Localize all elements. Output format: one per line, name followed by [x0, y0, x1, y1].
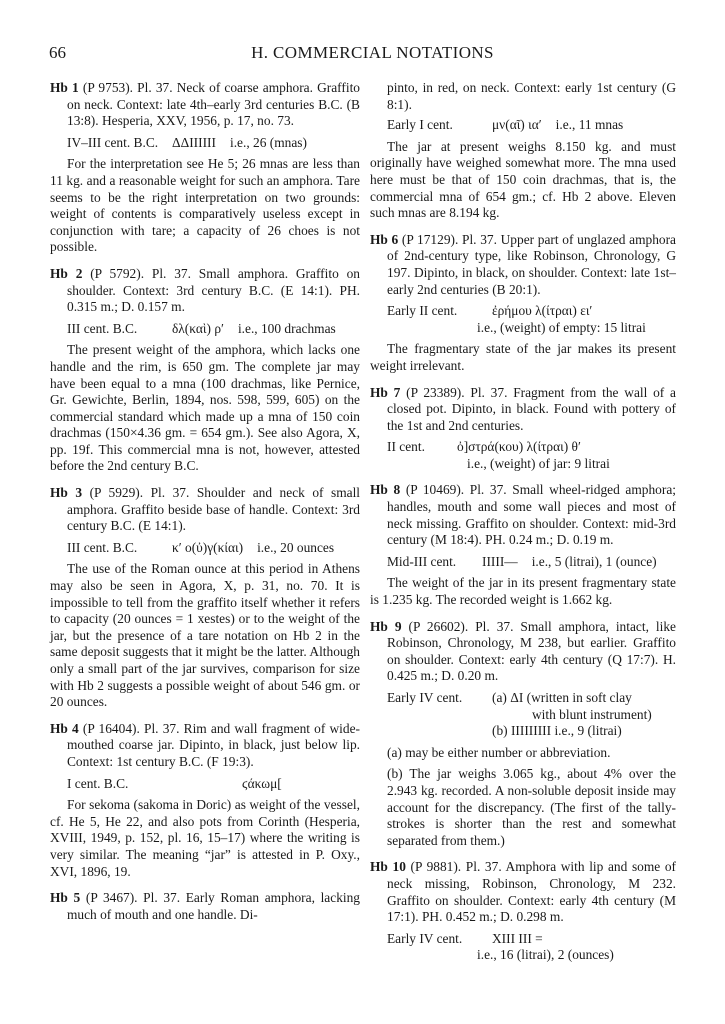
inscription-text: ΙΙΙΙΙ—: [482, 553, 518, 569]
entry-description: (P 16404). Pl. 37. Rim and wall fragment of wide-mouthed coarse jar. Dipinto, in black, just below lip. Context: 1st century B.C. (F 19:3).: [67, 720, 360, 769]
commentary: The use of the Roman ounce at this period in Athens may also be seen in Agora, X, p. 31, no. 70. It is impossible to tell from the graffito itself whether it refers to capacity (20 ounces = 1 xestes) or to the weight of the jar, but the presence of a tare notation on Hb 2 in the same deposit suggests that it might be the latter. Although only a small part of the jar survives, comparison for size with Hb 2 suggests a possible weight of about 546 gm. or 20 ounces.: [50, 561, 360, 710]
page-header: [0, 43, 725, 69]
inscription-block: [370, 690, 676, 740]
inscription-text: δλ(καὶ) ρ′: [172, 320, 224, 336]
entry-hb2: [50, 266, 360, 475]
commentary: For the interpretation see He 5; 26 mnas are less than 11 kg. and a reasonable weight for such an amphora. Tare seems to be the right interpretation on two grounds: weight of contents is comparatively useless except in conjunction with tare; a capacity of 26 choes is not possible.: [50, 156, 360, 255]
commentary: The jar at present weighs 8.150 kg. and must originally have weighed somewhat more. The mna used here must be that of 150 coin drachmas, that is, the commercial mna of 654 gm.; cf. Hb 2 above. Eleven such mnas are 8.194 kg.: [370, 138, 676, 221]
entry-heading: [370, 232, 676, 298]
entry-hb3: [50, 485, 360, 711]
inscription-line: [370, 117, 676, 134]
running-title: H. COMMERCIAL NOTATIONS: [251, 43, 494, 62]
inscription-date: Early IV cent.: [387, 930, 463, 946]
commentary: For sekoma (sakoma in Doric) as weight of the vessel, cf. He 5, He 22, and also pots from Corinth (Hesperia, XVIII, 1949, p. 152, pl. 16, 15–17) where the writing is very similar. The meaning “jar” is attested in P. Oxy., XVI, 1896, 19.: [50, 797, 360, 879]
inscription-line-a: (a) ΔΙ (written in soft clay: [492, 690, 632, 705]
entry-heading: [370, 859, 676, 925]
inscription-line-a-cont: with blunt instrument): [532, 706, 652, 722]
inscription-line: [50, 776, 360, 793]
entry-description: (P 3467). Pl. 37. Early Roman amphora, lacking much of mouth and one handle. Di-: [67, 890, 360, 922]
entry-hb5: [50, 890, 360, 923]
inscription-date: II cent.: [387, 439, 425, 455]
inscription-date: IV–III cent. B.C.: [67, 134, 159, 150]
entry-id: Hb 4: [50, 720, 79, 736]
entry-heading: [50, 485, 360, 535]
inscription-line: [370, 554, 676, 571]
entry-heading: [50, 721, 360, 771]
inscription-date: Early I cent.: [387, 117, 453, 133]
entry-description: (P 9881). Pl. 37. Amphora with lip and some of neck missing, Robinson, Chronology, M 232. Graffito on shoulder. Context: early 4th century (M 17:1). PH. 0.452 m.; D. 0.298 m.: [387, 859, 676, 925]
inscription-date: I cent. B.C.: [67, 775, 129, 791]
entry-description: (P 26602). Pl. 37. Small amphora, intact, like Robinson, Chronology, M 238, but earlier. Graffito on shoulder. Context: early 4th century (Q 17:7). H. 0.425 m.; D. 0.20 m.: [387, 618, 676, 684]
inscription-reading: i.e., 100 drachmas: [237, 320, 336, 336]
inscription-text: ϛάκωμ[: [242, 775, 282, 791]
entry-hb7: [370, 385, 676, 473]
entry-hb4: [50, 721, 360, 880]
entry-description: (P 23389). Pl. 37. Fragment from the wall of a closed pot. Dipinto, in black. Found with pottery of the 1st and 2nd centuries.: [387, 384, 676, 433]
commentary-b: (b) The jar weighs 3.065 kg., about 4% over the 2.943 kg. recorded. A non-soluble deposit inside may account for the discrepancy. (The first of the tally-strokes is shorter than the rest and somewhat separated from them.): [387, 766, 676, 848]
entry-hb8: [370, 482, 676, 608]
entry-description: (P 10469). Pl. 37. Small wheel-ridged amphora; handles, mouth and some wall pieces and most of neck missing. Graffito on shoulder. Context: mid-3rd century (M 18:4). PH. 0.24 m.; D. 0.19 m.: [387, 482, 676, 548]
inscription-date: Early II cent.: [387, 303, 458, 319]
inscription-line: [50, 540, 360, 557]
entry-heading: [370, 385, 676, 435]
entry-hb9: [370, 619, 676, 850]
inscription-date: Mid-III cent.: [387, 553, 457, 569]
inscription-date: III cent. B.C.: [67, 320, 138, 336]
entry-hb5-inscription: [370, 117, 676, 222]
entry-heading: [50, 890, 360, 923]
entry-hb1: [50, 80, 360, 256]
entry-id: Hb 1: [50, 80, 79, 95]
entry-id: Hb 6: [370, 231, 399, 247]
inscription-text: κ′ ο(ὐ)γ(κίαι): [172, 539, 244, 555]
commentary-a: (a) may be either number or abbreviation.: [387, 744, 611, 760]
inscription-block: [370, 303, 676, 336]
commentary: The weight of the jar in its present fragmentary state is 1.235 kg. The recorded weight is 1.662 kg.: [370, 575, 676, 608]
inscription-block: [370, 931, 676, 964]
entry-hb6: [370, 232, 676, 375]
inscription-text: ΧΙΙΙ ΙΙΙ =: [492, 930, 543, 946]
entry-heading: [370, 619, 676, 685]
inscription-reading: i.e., (weight) of empty: 15 litrai: [477, 319, 646, 335]
entry-id: Hb 2: [50, 265, 83, 281]
entry-heading: [370, 482, 676, 548]
entry-description: (P 5929). Pl. 37. Shoulder and neck of small amphora. Graffito beside base of handle. Context: 3rd century B.C. (E 14:1).: [67, 485, 361, 534]
entry-id: Hb 7: [370, 384, 401, 400]
inscription-text: μν(αῖ) ια′: [492, 117, 542, 133]
entry-description: (P 17129). Pl. 37. Upper part of unglazed amphora of 2nd-century type, like Robinson, Chronology, G 197. Dipinto, in black, on shoulder. Context: late 1st–early 2nd centuries (B 20:1).: [387, 231, 676, 297]
page-number: 66: [49, 43, 66, 62]
entry-id: Hb 5: [50, 890, 81, 906]
right-column: [370, 80, 676, 974]
inscription-block: [370, 439, 676, 472]
entry-id: Hb 10: [370, 859, 406, 875]
inscription-reading: i.e., 26 (mnas): [229, 134, 307, 150]
inscription-text: ὀ]στρά(κου) λ(ίτραι) θ′: [457, 439, 581, 455]
inscription-reading: i.e., (weight) of jar: 9 litrai: [467, 455, 610, 471]
entry-heading: [50, 80, 360, 130]
commentary: The present weight of the amphora, which lacks one handle and the rim, is 650 gm. The complete jar may have been equal to a mna (100 drachmas, like Pernice, Gr. Gewichte, Berlin, 1894, nos. 598, 599, 605) on the commercial standard which made up a mna of 150 coin drachmas (150×4.36 gm. = 654 gm.). See also Agora, X, pp. 19f. This commercial mna is not, however, attested before the 2nd century B.C.: [50, 342, 360, 474]
entry-description: (P 9753). Pl. 37. Neck of coarse amphora. Graffito on neck. Context: late 4th–early 3rd centuries B.C. (B 13:8). Hesperia, XXV, 1956, p. 17, no. 73.: [67, 80, 360, 129]
inscription-date: Early IV cent.: [387, 690, 463, 705]
inscription-text: ΔΔΙΙΙΙΙΙ: [172, 134, 216, 150]
entry-id: Hb 8: [370, 482, 401, 498]
entry-hb10: [370, 859, 676, 964]
left-column: [50, 80, 360, 933]
inscription-text: ἐρήμου λ(ίτραι) ει′: [492, 303, 593, 319]
entry-heading: [50, 266, 360, 316]
inscription-line: [50, 321, 360, 338]
inscription-line-b: (b) ΙΙΙΙΙΙΙΙΙ i.e., 9 (litrai): [492, 723, 622, 739]
inscription-reading: i.e., 5 (litrai), 1 (ounce): [531, 553, 657, 569]
inscription-reading: i.e., 11 mnas: [555, 117, 624, 133]
entry-id: Hb 9: [370, 618, 402, 634]
inscription-reading: i.e., 16 (litrai), 2 (ounces): [477, 947, 614, 963]
entry-hb5-continued: pinto, in red, on neck. Context: early 1st century (G 8:1).: [387, 80, 676, 112]
entry-description: (P 5792). Pl. 37. Small amphora. Graffito on shoulder. Context: 3rd century B.C. (E 14:1). PH. 0.315 m.; D. 0.157 m.: [67, 265, 360, 315]
inscription-line: [50, 135, 360, 152]
inscription-reading: i.e., 20 ounces: [257, 539, 335, 555]
entry-id: Hb 3: [50, 485, 83, 501]
inscription-date: III cent. B.C.: [67, 539, 138, 555]
commentary: The fragmentary state of the jar makes its present weight irrelevant.: [370, 341, 676, 373]
